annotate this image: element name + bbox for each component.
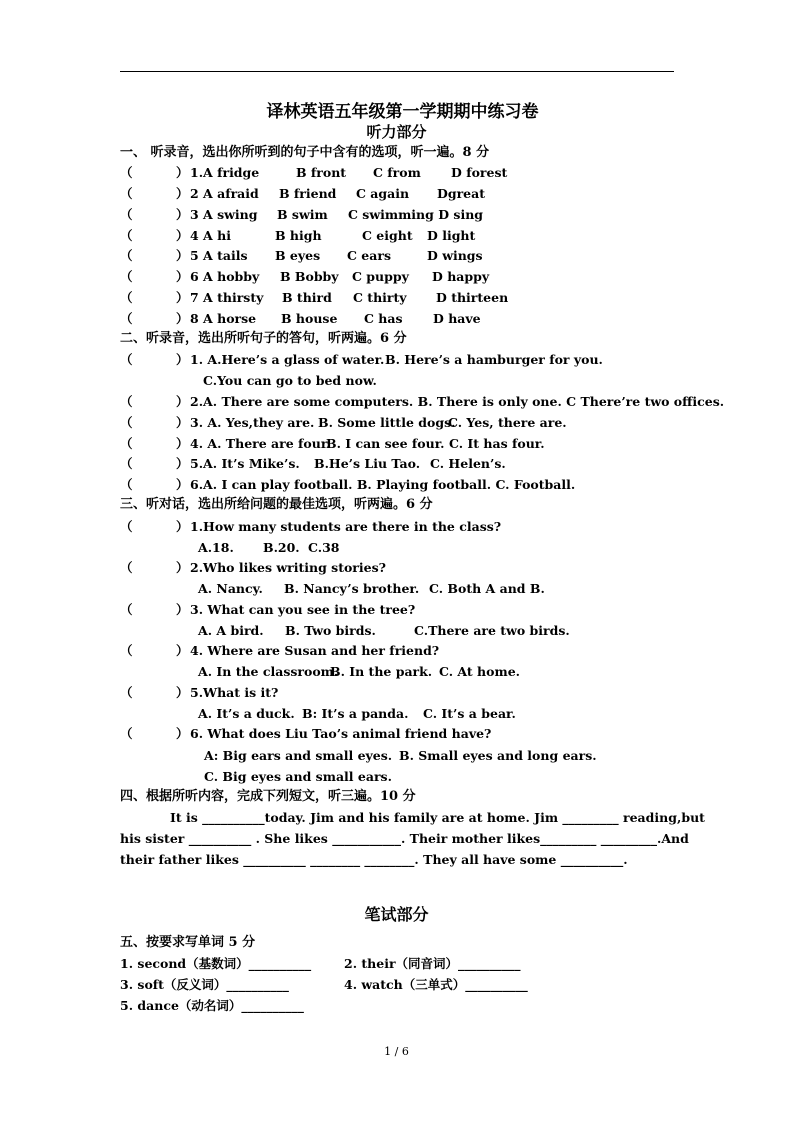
s3-q5-a: A. It’s a duck. xyxy=(198,706,295,721)
s1-option-c: C from xyxy=(373,165,421,180)
s3-q5: 5.What is it? xyxy=(190,685,279,700)
s2-q3-a: 3. A. Yes,they are. xyxy=(190,415,315,430)
s3-q1-a: A.18. xyxy=(198,540,234,555)
section2-heading: 二、听录音，选出所听句子的答句，听两遍。6 分 xyxy=(120,331,407,346)
passage-line-2: his sister __________ . She likes ___________. Their mother likes_________ _________.And xyxy=(120,831,689,846)
section3-heading: 三、听对话，选出所给问题的最佳选项，听两遍。6 分 xyxy=(120,497,433,512)
answer-paren-close: ） xyxy=(176,685,189,700)
answer-paren-open: （ xyxy=(120,726,133,741)
answer-paren-open: （ xyxy=(120,643,133,658)
answer-paren-open: （ xyxy=(120,394,133,409)
s1-option-b: B house xyxy=(281,311,338,326)
s1-option-b: B eyes xyxy=(275,248,321,263)
word-task-1: 1. second（基数词）__________ xyxy=(120,956,312,971)
s1-option-b: B friend xyxy=(279,186,337,201)
answer-paren-close: ） xyxy=(176,228,189,243)
s1-option-a: 1.A fridge xyxy=(190,165,260,180)
s1-option-d: D light xyxy=(427,228,476,243)
s1-option-a: 4 A hi xyxy=(190,228,231,243)
answer-paren-open: （ xyxy=(120,685,133,700)
s1-option-c: C ears xyxy=(347,248,391,263)
answer-paren-open: （ xyxy=(120,186,133,201)
answer-paren-open: （ xyxy=(120,477,133,492)
answer-paren-close: ） xyxy=(176,394,189,409)
s1-option-b: B third xyxy=(282,290,332,305)
answer-paren-open: （ xyxy=(120,248,133,263)
s2-q3-c: C. Yes, there are. xyxy=(448,415,567,430)
s1-option-c: C puppy xyxy=(352,269,409,284)
s1-option-b: B swim xyxy=(277,207,328,222)
page-number: 1 / 6 xyxy=(384,1045,409,1058)
s3-q1-c: C.38 xyxy=(308,540,340,555)
s1-option-d: D happy xyxy=(432,269,490,284)
s1-option-a: 5 A tails xyxy=(190,248,248,263)
s1-option-b: B Bobby xyxy=(280,269,339,284)
answer-paren-close: ） xyxy=(176,560,189,575)
s3-q2-b: B. Nancy’s brother. xyxy=(284,581,420,596)
s1-option-c: C thirty xyxy=(353,290,407,305)
answer-paren-close: ） xyxy=(176,436,189,451)
answer-paren-close: ） xyxy=(176,207,189,222)
s3-q6-b: B. Small eyes and long ears. xyxy=(399,748,597,763)
s1-option-c: C again xyxy=(356,186,410,201)
s3-q3-c: C.There are two birds. xyxy=(414,623,570,638)
word-task-2: 2. their（同音词）__________ xyxy=(344,956,521,971)
s3-q1-b: B.20. xyxy=(263,540,300,555)
answer-paren-close: ） xyxy=(176,456,189,471)
answer-paren-open: （ xyxy=(120,311,133,326)
s3-q6-a: A: Big ears and small eyes. xyxy=(204,748,393,763)
section5-heading: 五、按要求写单词 5 分 xyxy=(120,935,256,950)
s1-option-c: C eight xyxy=(362,228,413,243)
answer-paren-close: ） xyxy=(176,602,189,617)
answer-paren-open: （ xyxy=(120,415,133,430)
s2-q4-a: 4. A. There are four. xyxy=(190,436,331,451)
s3-q1: 1.How many students are there in the class? xyxy=(190,519,502,534)
s2-q1-b: B. Here’s a hamburger for you. xyxy=(385,352,603,367)
s2-q1: 1. A.Here’s a glass of water. xyxy=(190,352,385,367)
s2-q5-b: B.He’s Liu Tao. xyxy=(314,456,421,471)
s2-q5-c: C. Helen’s. xyxy=(430,456,506,471)
s2-q4-b: B. I can see four. xyxy=(326,436,445,451)
s2-q4-c: C. It has four. xyxy=(449,436,545,451)
s1-option-a: 2 A afraid xyxy=(190,186,259,201)
s3-q4-b: B. In the park. xyxy=(330,664,433,679)
s2-q3-b: B. Some little dogs. xyxy=(318,415,456,430)
s1-option-c: C has xyxy=(364,311,403,326)
answer-paren-close: ） xyxy=(176,643,189,658)
answer-paren-open: （ xyxy=(120,519,133,534)
s2-q2: 2.A. There are some computers. B. There is only one. C There’re two offices. xyxy=(190,394,725,409)
s1-option-a: 3 A swing xyxy=(190,207,258,222)
s3-q5-c: C. It’s a bear. xyxy=(423,706,516,721)
s1-option-b: B front xyxy=(296,165,347,180)
s1-option-d: Dgreat xyxy=(437,186,485,201)
answer-paren-open: （ xyxy=(120,456,133,471)
s1-option-b: B high xyxy=(275,228,322,243)
answer-paren-open: （ xyxy=(120,228,133,243)
s3-q3-a: A. A bird. xyxy=(198,623,264,638)
s3-q4-c: C. At home. xyxy=(439,664,520,679)
answer-paren-close: ） xyxy=(176,248,189,263)
passage-line-3: their father likes __________ ________ ________. They all have some __________. xyxy=(120,852,628,867)
answer-paren-open: （ xyxy=(120,352,133,367)
answer-paren-close: ） xyxy=(176,415,189,430)
header-rule xyxy=(120,71,674,72)
writing-heading: 笔试部分 xyxy=(364,905,429,924)
passage-line-1: It is __________today. Jim and his family are at home. Jim _________ reading,but xyxy=(170,810,705,825)
answer-paren-close: ） xyxy=(176,186,189,201)
s1-option-a: 7 A thirsty xyxy=(190,290,264,305)
answer-paren-open: （ xyxy=(120,269,133,284)
s3-q2: 2.Who likes writing stories? xyxy=(190,560,386,575)
s2-q5-a: 5.A. It’s Mike’s. xyxy=(190,456,300,471)
s1-option-d: D forest xyxy=(451,165,508,180)
answer-paren-close: ） xyxy=(176,352,189,367)
word-task-5: 5. dance（动名词）__________ xyxy=(120,998,304,1013)
word-task-4: 4. watch（三单式）__________ xyxy=(344,977,528,992)
s3-q2-c: C. Both A and B. xyxy=(429,581,545,596)
answer-paren-open: （ xyxy=(120,165,133,180)
answer-paren-open: （ xyxy=(120,207,133,222)
s2-q6: 6.A. I can play football. B. Playing football. C. Football. xyxy=(190,477,576,492)
listening-heading: 听力部分 xyxy=(366,123,427,141)
section1-heading: 一、 听录音，选出你所听到的句子中含有的选项，听一遍。8 分 xyxy=(120,145,490,160)
s1-option-d: D wings xyxy=(427,248,483,263)
s3-q6-c: C. Big eyes and small ears. xyxy=(204,769,392,784)
answer-paren-close: ） xyxy=(176,726,189,741)
answer-paren-open: （ xyxy=(120,602,133,617)
s1-option-c: C swimming D sing xyxy=(348,207,484,222)
answer-paren-close: ） xyxy=(176,269,189,284)
word-task-3: 3. soft（反义词）__________ xyxy=(120,977,289,992)
s3-q3: 3. What can you see in the tree? xyxy=(190,602,416,617)
s1-option-d: D thirteen xyxy=(436,290,509,305)
page-title: 译林英语五年级第一学期期中练习卷 xyxy=(266,102,539,122)
answer-paren-open: （ xyxy=(120,560,133,575)
s3-q3-b: B. Two birds. xyxy=(285,623,376,638)
s3-q2-a: A. Nancy. xyxy=(198,581,263,596)
s3-q5-b: B: It’s a panda. xyxy=(302,706,409,721)
s1-option-a: 8 A horse xyxy=(190,311,257,326)
s1-option-d: D have xyxy=(433,311,481,326)
s3-q4-a: A. In the classroom. xyxy=(198,664,339,679)
s1-option-a: 6 A hobby xyxy=(190,269,260,284)
answer-paren-open: （ xyxy=(120,436,133,451)
s2-q1-c: C.You can go to bed now. xyxy=(203,373,377,388)
answer-paren-close: ） xyxy=(176,519,189,534)
answer-paren-close: ） xyxy=(176,311,189,326)
section4-heading: 四、根据所听内容，完成下列短文，听三遍。10 分 xyxy=(120,789,416,804)
answer-paren-close: ） xyxy=(176,290,189,305)
s3-q4: 4. Where are Susan and her friend? xyxy=(190,643,440,658)
s3-q6: 6. What does Liu Tao’s animal friend have? xyxy=(190,726,492,741)
answer-paren-open: （ xyxy=(120,290,133,305)
answer-paren-close: ） xyxy=(176,165,189,180)
answer-paren-close: ） xyxy=(176,477,189,492)
